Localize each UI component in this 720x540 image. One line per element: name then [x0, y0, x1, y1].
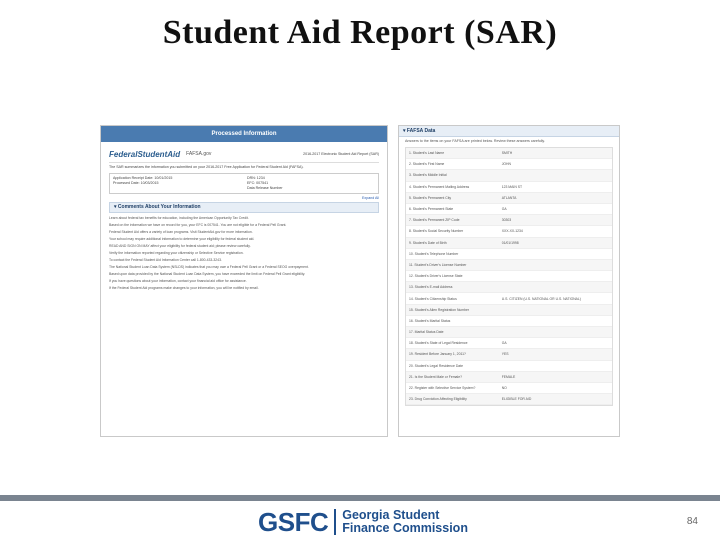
fafsa-data-toggle[interactable] — [399, 126, 619, 137]
page-number: 84 — [686, 516, 698, 527]
row-value: U.S. CITIZEN (U.S. NATIONAL OR U.S. NATIONAL) — [501, 296, 581, 301]
expand-all-link[interactable]: Expand All — [362, 196, 379, 200]
gsfc-logo — [258, 508, 468, 536]
comment-item: To contact the Federal Student Aid Information Center call 1-800-433-3243. — [109, 258, 222, 262]
row-value: YES — [501, 352, 509, 357]
table-row — [406, 204, 612, 215]
fafsa-data-table — [405, 147, 613, 406]
table-row — [406, 271, 612, 282]
logo-line-1: Georgia Student — [342, 508, 440, 522]
table-row — [406, 249, 612, 260]
table-row — [406, 338, 612, 349]
row-label: 12. Student's Driver's License State — [409, 274, 463, 279]
fafsa-gov-logo: FAFSA.gov — [186, 151, 212, 157]
comments-section-toggle[interactable] — [109, 202, 379, 213]
row-value: JOHN — [501, 162, 511, 167]
row-value: SMITH — [501, 151, 513, 156]
slide-title: Student Aid Report (SAR) — [162, 14, 558, 51]
fafsa-data-intro: Answers to the items on your FAFSA are printed below. Review these answers carefully. — [405, 139, 545, 143]
processed-information-header: Processed Information — [101, 126, 387, 142]
table-row — [406, 394, 612, 405]
comment-item: Your school may require additional information to determine your eligibility for federal student aid. — [109, 237, 255, 241]
fsa-logo-row — [109, 146, 379, 163]
row-value: NO — [501, 386, 507, 391]
table-row — [406, 282, 612, 293]
application-info-box — [109, 173, 379, 194]
row-value: ELIGIBLE FOR AID — [501, 397, 532, 402]
table-row — [406, 383, 612, 394]
table-row — [406, 215, 612, 226]
row-label: 1. Student's Last Name — [409, 151, 445, 156]
row-label: 20. Student's Legal Residence Date — [409, 363, 463, 368]
receipt-date: Application Receipt Date: 10/01/2015 — [113, 176, 173, 180]
row-value: FEMALE — [501, 374, 516, 379]
row-value: 01/01/1998 — [501, 240, 519, 245]
row-value: GA — [501, 207, 507, 212]
processed-information-screenshot — [100, 125, 388, 437]
comment-item: If you have questions about your information, contact your financial aid office for assistance. — [109, 279, 247, 283]
gsfc-logo-mark: GSFC — [258, 506, 329, 537]
sar-title: 2016-2017 Electronic Student Aid Report (SAR) — [303, 151, 379, 156]
table-row — [406, 148, 612, 159]
sar-intro: The SAR summarizes the information you submitted on your 2016-2017 Free Application for Federal Student Aid (FAFSA). — [109, 165, 304, 169]
row-label: 10. Student's Telephone Number — [409, 251, 459, 256]
logo-line-2: Finance Commission — [342, 521, 468, 535]
row-label: 2. Student's First Name — [409, 162, 445, 167]
gsfc-logo-text — [342, 509, 468, 535]
chevron-down-icon: ▾ — [114, 204, 117, 210]
table-row — [406, 159, 612, 170]
table-row — [406, 182, 612, 193]
table-row — [406, 193, 612, 204]
row-label: 18. Student's State of Legal Residence — [409, 341, 468, 346]
row-value: 30303 — [501, 218, 512, 223]
table-row — [406, 260, 612, 271]
comment-item: If the Federal Student Aid programs make changes to your information, you will be notified by email. — [109, 286, 259, 290]
fafsa-data-screenshot — [398, 125, 620, 437]
row-label: 7. Student's Permanent ZIP Code — [409, 218, 460, 223]
fafsa-data-heading: FAFSA Data — [406, 128, 436, 134]
row-label: 6. Student's Permanent State — [409, 207, 454, 212]
row-label: 13. Student's E-mail Address — [409, 285, 453, 290]
row-label: 16. Student's Marital Status — [409, 318, 451, 323]
row-value: XXX-XX-1234 — [501, 229, 523, 234]
row-label: 4. Student's Permanent Mailing Address — [409, 184, 470, 189]
drn: DRN: 1234 — [247, 176, 265, 180]
row-label: 17. Marital Status Date — [409, 330, 444, 335]
comments-heading: Comments About Your Information — [117, 204, 201, 210]
row-label: 19. Resident Before January 1, 2011? — [409, 352, 466, 357]
comment-item: Verify the information reported regarding your citizenship or Selective Service registration. — [109, 251, 244, 255]
processed-date: Processed Date: 10/03/2015 — [113, 181, 159, 185]
comment-list — [109, 216, 379, 290]
data-release-number: Data Release Number — [247, 186, 283, 190]
table-row — [406, 293, 612, 304]
table-row — [406, 170, 612, 181]
efc: EFC: 007541 — [247, 181, 269, 185]
row-label: 14. Student's Citizenship Status — [409, 296, 457, 301]
comment-item: Based on the information we have on record for you, your EFC is 007541. You are not eligible for a Federal Pell Grant. — [109, 223, 287, 227]
comment-item: Learn about federal tax benefits for education, including the American Opportunity Tax Credit. — [109, 216, 249, 220]
table-row — [406, 327, 612, 338]
row-value: ATLANTA — [501, 195, 517, 200]
table-row — [406, 305, 612, 316]
row-label: 21. Is the Student Male or Female? — [409, 374, 462, 379]
row-label: 22. Register with Selective Service System? — [409, 386, 476, 391]
row-label: 3. Student's Middle Initial — [409, 173, 447, 178]
row-value: 123 MAIN ST — [501, 184, 523, 189]
chevron-down-icon: ▾ — [403, 128, 406, 134]
table-row — [406, 226, 612, 237]
row-label: 23. Drug Conviction Affecting Eligibility — [409, 397, 467, 402]
row-label: 8. Student's Social Security Number — [409, 229, 464, 234]
table-row — [406, 238, 612, 249]
logo-divider — [334, 509, 336, 535]
comment-item: Based upon data provided by the National Student Loan Data System, you have exceeded the limit on Federal Pell Grant eligibility. — [109, 272, 306, 276]
fsa-logo: FederalStudentAid — [109, 149, 181, 159]
table-row — [406, 361, 612, 372]
comment-item: READ AND SIGN ON MAY affect your eligibility for federal student aid; please review carefully. — [109, 244, 251, 248]
row-label: 15. Student's Alien Registration Number — [409, 307, 470, 312]
row-label: 11. Student's Driver's License Number — [409, 262, 467, 267]
comment-item: The National Student Loan Data System (NSLDS) indicates that you may owe a Federal Pell Grant or a Federal SEOG overpayment. — [109, 265, 309, 269]
comment-item: Federal Student Aid offers a variety of loan programs. Visit StudentAid.gov for more information. — [109, 230, 253, 234]
table-row — [406, 372, 612, 383]
footer-stripe — [0, 495, 720, 501]
row-label: 9. Student's Date of Birth — [409, 240, 447, 245]
table-row — [406, 349, 612, 360]
row-value: GA — [501, 341, 507, 346]
table-row — [406, 316, 612, 327]
row-label: 5. Student's Permanent City — [409, 195, 452, 200]
